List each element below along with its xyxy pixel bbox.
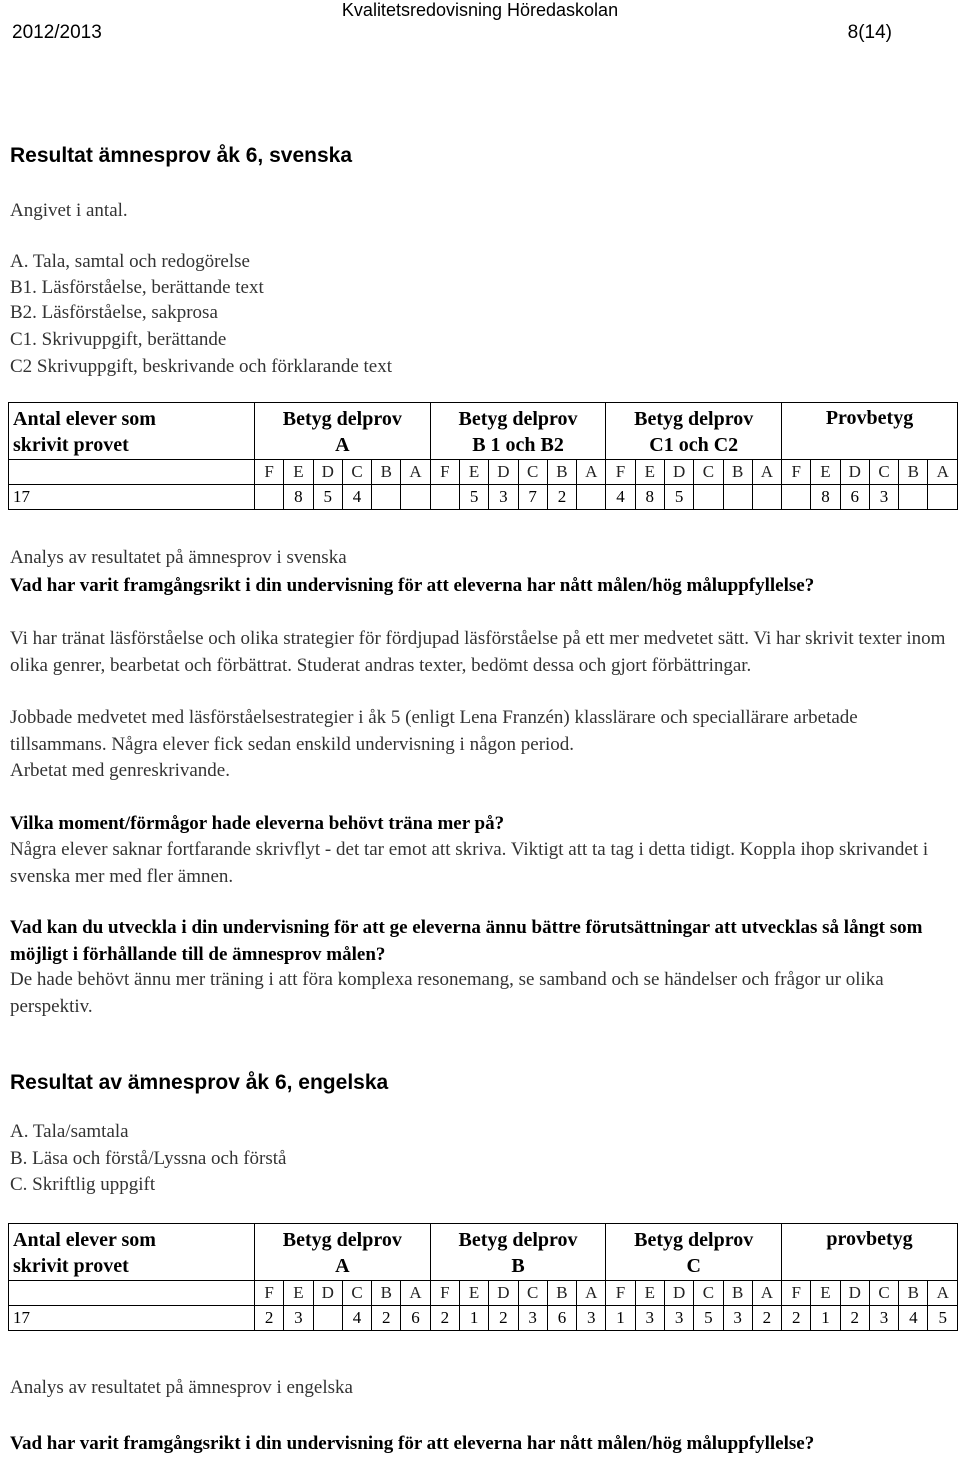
- svenska-section-title: Resultat ämnesprov åk 6, svenska: [10, 144, 353, 167]
- grade-label: C: [518, 460, 547, 485]
- grade-label: A: [401, 460, 430, 485]
- table-cell: [752, 485, 781, 510]
- table-cell: 2: [752, 1306, 781, 1331]
- table-grade-row: [9, 460, 958, 485]
- header-line: A: [335, 434, 350, 456]
- grade-label: B: [372, 460, 401, 485]
- grade-label: F: [430, 1281, 459, 1306]
- table-cell: 5: [313, 485, 342, 510]
- table-cell: [9, 1281, 255, 1306]
- table-header-row: [9, 403, 958, 460]
- svenska-answer-1: Vi har tränat läsförståelse och olika strategier för fördjupad läsförståelse på ett mer medvetet sätt. Vi har skrivit texter inom olika genrer, bearbetat och förbättrat. Studerat andras texter, bedömt dessa och gjort förbättringar.: [10, 628, 946, 676]
- grade-label: F: [255, 1281, 284, 1306]
- grade-label: F: [782, 1281, 811, 1306]
- table-header-group-c: [606, 1224, 782, 1281]
- svenska-answer-2: Några elever saknar fortfarande skrivflyt - det tar emot att skriva. Viktigt att ta tag i detta tidigt. Koppla ihop skrivandet i svenska mer med fler ämnen.: [10, 839, 929, 887]
- grade-label: D: [840, 1281, 869, 1306]
- grade-label: A: [577, 1281, 606, 1306]
- svenska-question-1: Vad har varit framgångsrikt i din undervisning för att eleverna har nått målen/hög måluppfyllelse?: [10, 575, 815, 596]
- grade-label: E: [811, 1281, 840, 1306]
- table-header-provbetyg: [782, 403, 958, 460]
- header-line: Antal elever som: [13, 408, 156, 430]
- table-cell: 2: [255, 1306, 284, 1331]
- table-cell: [723, 485, 752, 510]
- table-cell: [577, 485, 606, 510]
- grade-label: C: [342, 1281, 371, 1306]
- table-row: [9, 1306, 958, 1331]
- header-line: B: [511, 1255, 525, 1277]
- grade-label: E: [459, 1281, 488, 1306]
- table-header-row: [9, 1224, 958, 1281]
- table-cell: 3: [577, 1306, 606, 1331]
- grade-label: A: [928, 1281, 958, 1306]
- table-cell: [401, 485, 430, 510]
- grade-label: E: [284, 460, 313, 485]
- grade-label: B: [547, 460, 576, 485]
- grade-label: B: [899, 1281, 928, 1306]
- table-cell: 2: [547, 485, 576, 510]
- student-count: 17: [9, 1306, 255, 1331]
- table-cell: 5: [664, 485, 693, 510]
- table-cell: 2: [840, 1306, 869, 1331]
- engelska-analysis-title: Analys av resultatet på ämnesprov i engelska: [10, 1377, 353, 1398]
- table-cell: [313, 1306, 342, 1331]
- table-cell: 3: [284, 1306, 313, 1331]
- grade-label: D: [489, 460, 518, 485]
- grade-label: B: [899, 460, 928, 485]
- engelska-part-c: C. Skriftlig uppgift: [10, 1174, 156, 1195]
- grade-label: D: [313, 460, 342, 485]
- table-cell: [9, 460, 255, 485]
- grade-label: E: [284, 1281, 313, 1306]
- header-line: A: [335, 1255, 350, 1277]
- grade-label: F: [430, 460, 459, 485]
- grade-label: C: [869, 460, 898, 485]
- table-cell: 8: [811, 485, 840, 510]
- grade-label: C: [694, 1281, 723, 1306]
- engelska-question-1: Vad har varit framgångsrikt i din undervisning för att eleverna har nått målen/hög måluppfyllelse?: [10, 1433, 815, 1454]
- grade-label: D: [664, 1281, 693, 1306]
- grade-label: C: [342, 460, 371, 485]
- header-line: Antal elever som: [13, 1229, 156, 1251]
- table-cell: 6: [840, 485, 869, 510]
- grade-label: B: [547, 1281, 576, 1306]
- grade-label: E: [635, 1281, 664, 1306]
- table-row: [9, 485, 958, 510]
- table-cell: 1: [606, 1306, 635, 1331]
- table-cell: 5: [694, 1306, 723, 1331]
- table-cell: [430, 485, 459, 510]
- engelska-part-a: A. Tala/samtala: [10, 1121, 129, 1142]
- header-page-number: 8(14): [847, 22, 892, 43]
- student-count: 17: [9, 485, 255, 510]
- grade-label: A: [928, 460, 958, 485]
- table-cell: 8: [635, 485, 664, 510]
- table-cell: 4: [899, 1306, 928, 1331]
- table-cell: 6: [547, 1306, 576, 1331]
- header-year: 2012/2013: [12, 22, 102, 43]
- grade-label: F: [606, 1281, 635, 1306]
- header-line: C1 och C2: [649, 434, 739, 456]
- svenska-part-c2: C2 Skrivuppgift, beskrivande och förklarande text: [10, 356, 393, 377]
- table-cell: 5: [928, 1306, 958, 1331]
- grade-label: E: [635, 460, 664, 485]
- table-cell: 7: [518, 485, 547, 510]
- grade-label: A: [401, 1281, 430, 1306]
- header-title: Kvalitetsredovisning Höredaskolan: [341, 0, 619, 20]
- table-cell: 8: [284, 485, 313, 510]
- grade-label: F: [255, 460, 284, 485]
- table-header-provbetyg: [782, 1224, 958, 1281]
- header-line: Betyg delprov: [634, 1229, 754, 1251]
- header-line: Provbetyg: [825, 407, 914, 429]
- grade-label: E: [811, 460, 840, 485]
- table-header-group-c: [606, 403, 782, 460]
- grade-label: A: [577, 460, 606, 485]
- grade-label: D: [313, 1281, 342, 1306]
- table-cell: 6: [401, 1306, 430, 1331]
- table-cell: 2: [372, 1306, 401, 1331]
- grade-label: C: [694, 460, 723, 485]
- svenska-results-table: [8, 402, 958, 510]
- header-line: Betyg delprov: [458, 1229, 578, 1251]
- svenska-part-b2: B2. Läsförståelse, sakprosa: [10, 302, 218, 323]
- svenska-question-3: Vad kan du utveckla i din undervisning för att ge eleverna ännu bättre förutsättningar att utvecklas så långt som möjligt i förhållande till de ämnesprov målen?: [10, 917, 923, 965]
- grade-label: D: [489, 1281, 518, 1306]
- svenska-answer-1b: Jobbade medvetet med läsförståelsestrategier i åk 5 (enligt Lena Franzén) klasslärare och speciallärare arbetade tillsammans. Några elever fick sedan enskild undervisning i någon period.: [10, 707, 858, 755]
- grade-label: B: [723, 1281, 752, 1306]
- table-cell: 4: [342, 1306, 371, 1331]
- grade-label: D: [664, 460, 693, 485]
- header-line: Betyg delprov: [282, 408, 402, 430]
- grade-label: F: [606, 460, 635, 485]
- table-cell: 3: [869, 1306, 898, 1331]
- header-line: B 1 och B2: [472, 434, 564, 456]
- header-line: C: [686, 1255, 701, 1277]
- table-cell: 3: [489, 485, 518, 510]
- table-cell: 3: [869, 485, 898, 510]
- table-cell: 2: [489, 1306, 518, 1331]
- grade-label: A: [752, 1281, 781, 1306]
- table-cell: 2: [430, 1306, 459, 1331]
- header-line: Betyg delprov: [634, 408, 754, 430]
- table-header-group-b: [430, 403, 606, 460]
- svenska-question-2: Vilka moment/förmågor hade eleverna behövt träna mer på?: [10, 813, 505, 834]
- grade-label: D: [840, 460, 869, 485]
- engelska-part-b: B. Läsa och förstå/Lyssna och förstå: [10, 1148, 287, 1169]
- table-cell: 4: [342, 485, 371, 510]
- svenska-analysis-title: Analys av resultatet på ämnesprov i svenska: [10, 547, 347, 568]
- svenska-answer-1c: Arbetat med genreskrivande.: [10, 760, 230, 781]
- grade-label: B: [723, 460, 752, 485]
- engelska-section-title: Resultat av ämnesprov åk 6, engelska: [10, 1071, 389, 1094]
- header-line: Betyg delprov: [282, 1229, 402, 1251]
- grade-label: F: [782, 460, 811, 485]
- svenska-answer-3: De hade behövt ännu mer träning i att föra komplexa resonemang, se samband och se händelser och frågor ur olika perspektiv.: [10, 969, 884, 1017]
- table-cell: [928, 485, 958, 510]
- table-cell: 3: [635, 1306, 664, 1331]
- table-grade-row: [9, 1281, 958, 1306]
- engelska-results-table: [8, 1223, 958, 1331]
- svenska-part-c1: C1. Skrivuppgift, berättande: [10, 329, 227, 350]
- table-cell: [694, 485, 723, 510]
- table-cell: 3: [723, 1306, 752, 1331]
- table-cell: [255, 485, 284, 510]
- svenska-part-a: A. Tala, samtal och redogörelse: [10, 251, 250, 272]
- table-cell: 4: [606, 485, 635, 510]
- table-header-group-b: [430, 1224, 606, 1281]
- grade-label: A: [752, 460, 781, 485]
- table-cell: 2: [782, 1306, 811, 1331]
- table-header-count: [9, 1224, 255, 1281]
- grade-label: C: [869, 1281, 898, 1306]
- table-cell: 5: [459, 485, 488, 510]
- svenska-intro: Angivet i antal.: [10, 200, 128, 221]
- header-line: provbetyg: [826, 1228, 913, 1250]
- grade-label: C: [518, 1281, 547, 1306]
- table-cell: 1: [459, 1306, 488, 1331]
- table-header-group-a: [255, 403, 431, 460]
- table-cell: [372, 485, 401, 510]
- grade-label: B: [372, 1281, 401, 1306]
- table-cell: 1: [811, 1306, 840, 1331]
- table-cell: 3: [518, 1306, 547, 1331]
- table-cell: [899, 485, 928, 510]
- table-cell: [782, 485, 811, 510]
- header-line: Betyg delprov: [458, 408, 578, 430]
- svenska-part-b1: B1. Läsförståelse, berättande text: [10, 277, 264, 298]
- grade-label: E: [459, 460, 488, 485]
- table-header-count: [9, 403, 255, 460]
- header-line: skrivit provet: [13, 1255, 129, 1277]
- header-line: skrivit provet: [13, 434, 129, 456]
- table-cell: 3: [664, 1306, 693, 1331]
- table-header-group-a: [255, 1224, 431, 1281]
